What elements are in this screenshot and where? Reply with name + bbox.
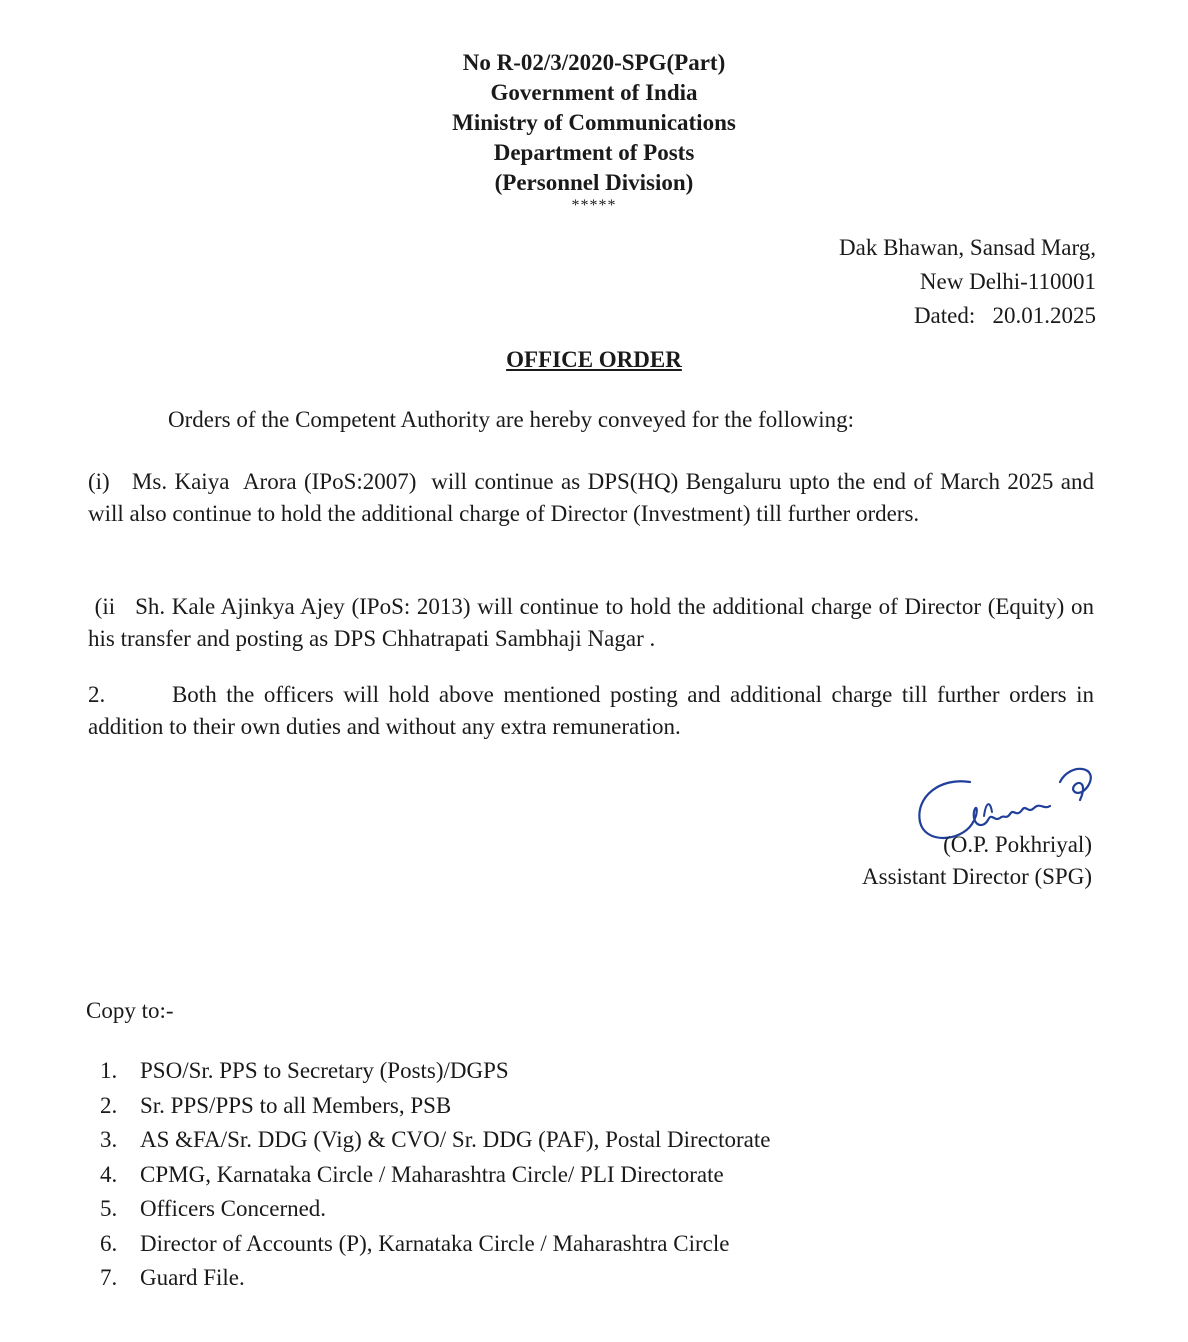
list-item-text: AS &FA/Sr. DDG (Vig) & CVO/ Sr. DDG (PAF), Postal Directorate [140, 1127, 771, 1152]
department-name: Department of Posts [493, 140, 695, 165]
list-item-text: Sr. PPS/PPS to all Members, PSB [140, 1092, 452, 1118]
copy-to-list [100, 1054, 771, 1296]
intro-paragraph: Orders of the Competent Authority are hereby conveyed for the following: [168, 407, 854, 432]
address-line-2: New Delhi-110001 [919, 269, 1096, 294]
paragraph-i: (i) Ms. Kaiya Arora (IPoS:2007) will continue as DPS(HQ) Bengaluru upto the end of March 2025 and will also continue to hold the additional charge of Director (Investment) till further orders. [88, 469, 1106, 526]
address-line-1: Dak Bhawan, Sansad Marg, [839, 235, 1096, 260]
document-header [0, 48, 1188, 214]
date-line: Dated: 20.01.2025 [913, 303, 1096, 328]
signer-designation: Assistant Director (SPG) [862, 864, 1092, 889]
list-item [100, 1158, 771, 1193]
list-item [100, 1227, 771, 1262]
list-item [100, 1054, 771, 1089]
list-item [100, 1261, 771, 1296]
order-title: OFFICE ORDER [506, 347, 682, 372]
list-item-number: 6. [100, 1230, 118, 1256]
copy-to-heading: Copy to:- [86, 998, 174, 1023]
header-separator: ***** [571, 197, 617, 214]
list-item-number: 1. [100, 1058, 118, 1083]
list-item [100, 1123, 771, 1158]
file-number: No R-02/3/2020-SPG(Part) [462, 50, 726, 75]
paragraph-2: 2. Both the officers will hold above mentioned posting and additional charge till further orders in addition to their own duties and without any extra remuneration. [88, 682, 1100, 739]
division-name: (Personnel Division) [494, 170, 694, 195]
paragraph-ii: (ii Sh. Kale Ajinkya Ajey (IPoS: 2013) will continue to hold the additional charge of Director (Equity) on his transfer and posting as DPS Chhatrapati Sambhaji Nagar . [88, 594, 1100, 651]
list-item-text: PSO/Sr. PPS to Secretary (Posts)/DGPS [140, 1058, 509, 1083]
list-item-text: CPMG, Karnataka Circle / Maharashtra Circle/ PLI Directorate [140, 1161, 724, 1187]
signer-block [862, 829, 1092, 893]
list-item-text: Officers Concerned. [140, 1196, 327, 1221]
list-item-number: 2. [100, 1092, 118, 1118]
list-item-text: Director of Accounts (P), Karnataka Circle / Maharashtra Circle [140, 1230, 730, 1256]
government-name: Government of India [490, 80, 698, 105]
ministry-name: Ministry of Communications [452, 110, 736, 135]
list-item-text: Guard File. [140, 1265, 245, 1290]
list-item [100, 1089, 771, 1124]
signer-name: (O.P. Pokhriyal) [943, 832, 1092, 857]
address-block [839, 231, 1096, 333]
list-item [100, 1192, 771, 1227]
list-item-number: 4. [100, 1161, 118, 1187]
list-item-number: 3. [100, 1127, 118, 1152]
list-item-number: 7. [100, 1265, 118, 1290]
list-item-number: 5. [100, 1196, 118, 1221]
